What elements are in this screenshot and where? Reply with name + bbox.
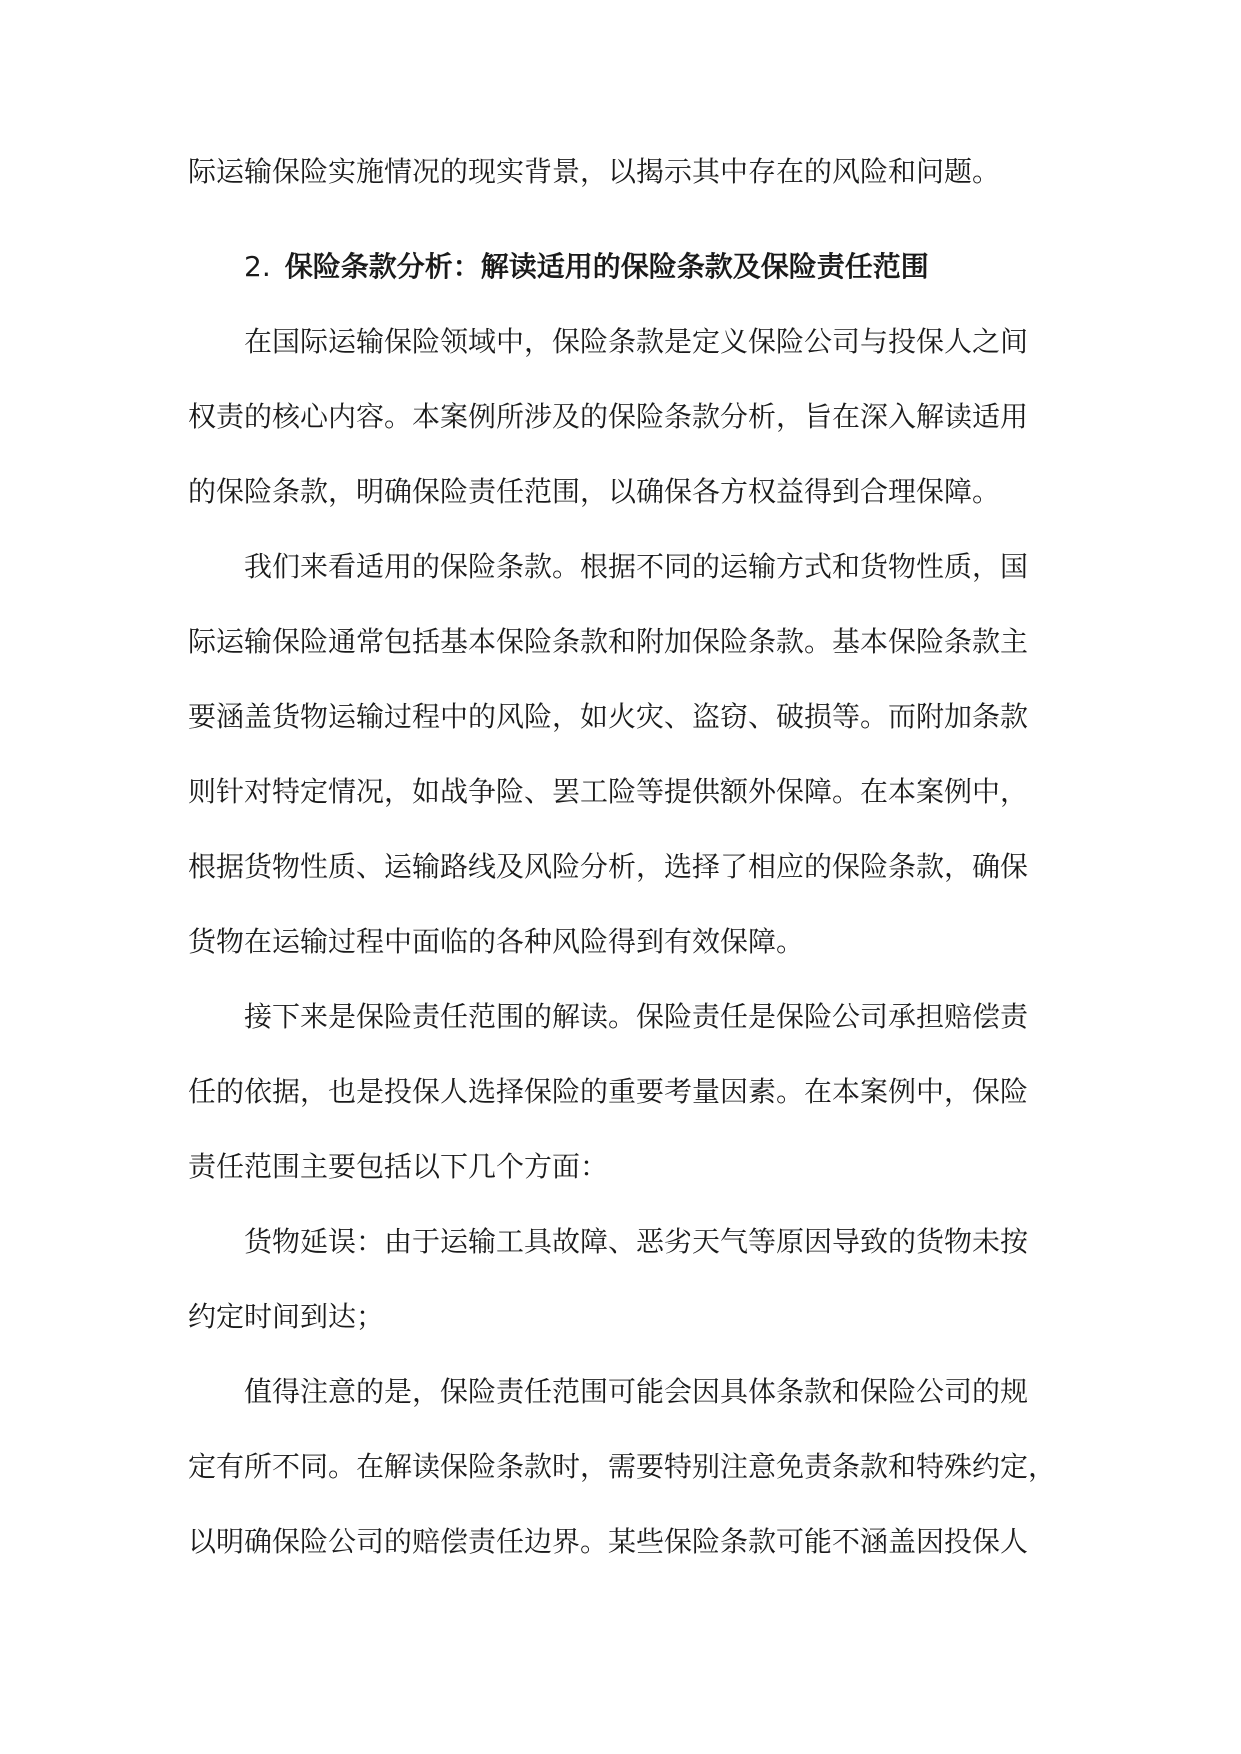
- paragraph-line: 我们来看适用的保险条款。根据不同的运输方式和货物性质，国: [244, 550, 1029, 583]
- section-title: 保险条款分析：解读适用的保险条款及保险责任范围: [284, 250, 929, 283]
- intro-line: 际运输保险实施情况的现实背景，以揭示其中存在的风险和问题。: [188, 155, 1001, 188]
- document-body: [188, 140, 1058, 1585]
- paragraph-line: 值得注意的是，保险责任范围可能会因具体条款和保险公司的规: [244, 1375, 1029, 1408]
- paragraph-line: 约定时间到达；: [188, 1300, 385, 1333]
- paragraph-line: 权责的核心内容。本案例所涉及的保险条款分析，旨在深入解读适用: [188, 400, 1029, 433]
- paragraph-line: 货物延误：由于运输工具故障、恶劣天气等原因导致的货物未按: [244, 1225, 1029, 1258]
- paragraph-line: 货物在运输过程中面临的各种风险得到有效保障。: [188, 925, 805, 958]
- section-number: 2.: [244, 250, 271, 283]
- paragraph-line: 任的依据，也是投保人选择保险的重要考量因素。在本案例中，保险: [188, 1075, 1029, 1108]
- paragraph-line: 的保险条款，明确保险责任范围，以确保各方权益得到合理保障。: [188, 475, 1001, 508]
- paragraph-line: 则针对特定情况，如战争险、罢工险等提供额外保障。在本案例中，: [188, 775, 1029, 808]
- paragraph-line: 际运输保险通常包括基本保险条款和附加保险条款。基本保险条款主: [188, 625, 1029, 658]
- paragraph-line: 责任范围主要包括以下几个方面：: [188, 1150, 609, 1183]
- section-heading: [188, 215, 1058, 310]
- paragraph-line: 接下来是保险责任范围的解读。保险责任是保险公司承担赔偿责: [244, 1000, 1029, 1033]
- paragraph-line: 根据货物性质、运输路线及风险分析，选择了相应的保险条款，确保: [188, 850, 1029, 883]
- paragraph-line: 以明确保险公司的赔偿责任边界。某些保险条款可能不涵盖因投保人: [188, 1525, 1029, 1558]
- paragraph-line: 定有所不同。在解读保险条款时，需要特别注意免责条款和特殊约定，: [188, 1450, 1057, 1483]
- paragraph-line: 在国际运输保险领域中，保险条款是定义保险公司与投保人之间: [244, 325, 1029, 358]
- paragraph-line: 要涵盖货物运输过程中的风险，如火灾、盗窃、破损等。而附加条款: [188, 700, 1029, 733]
